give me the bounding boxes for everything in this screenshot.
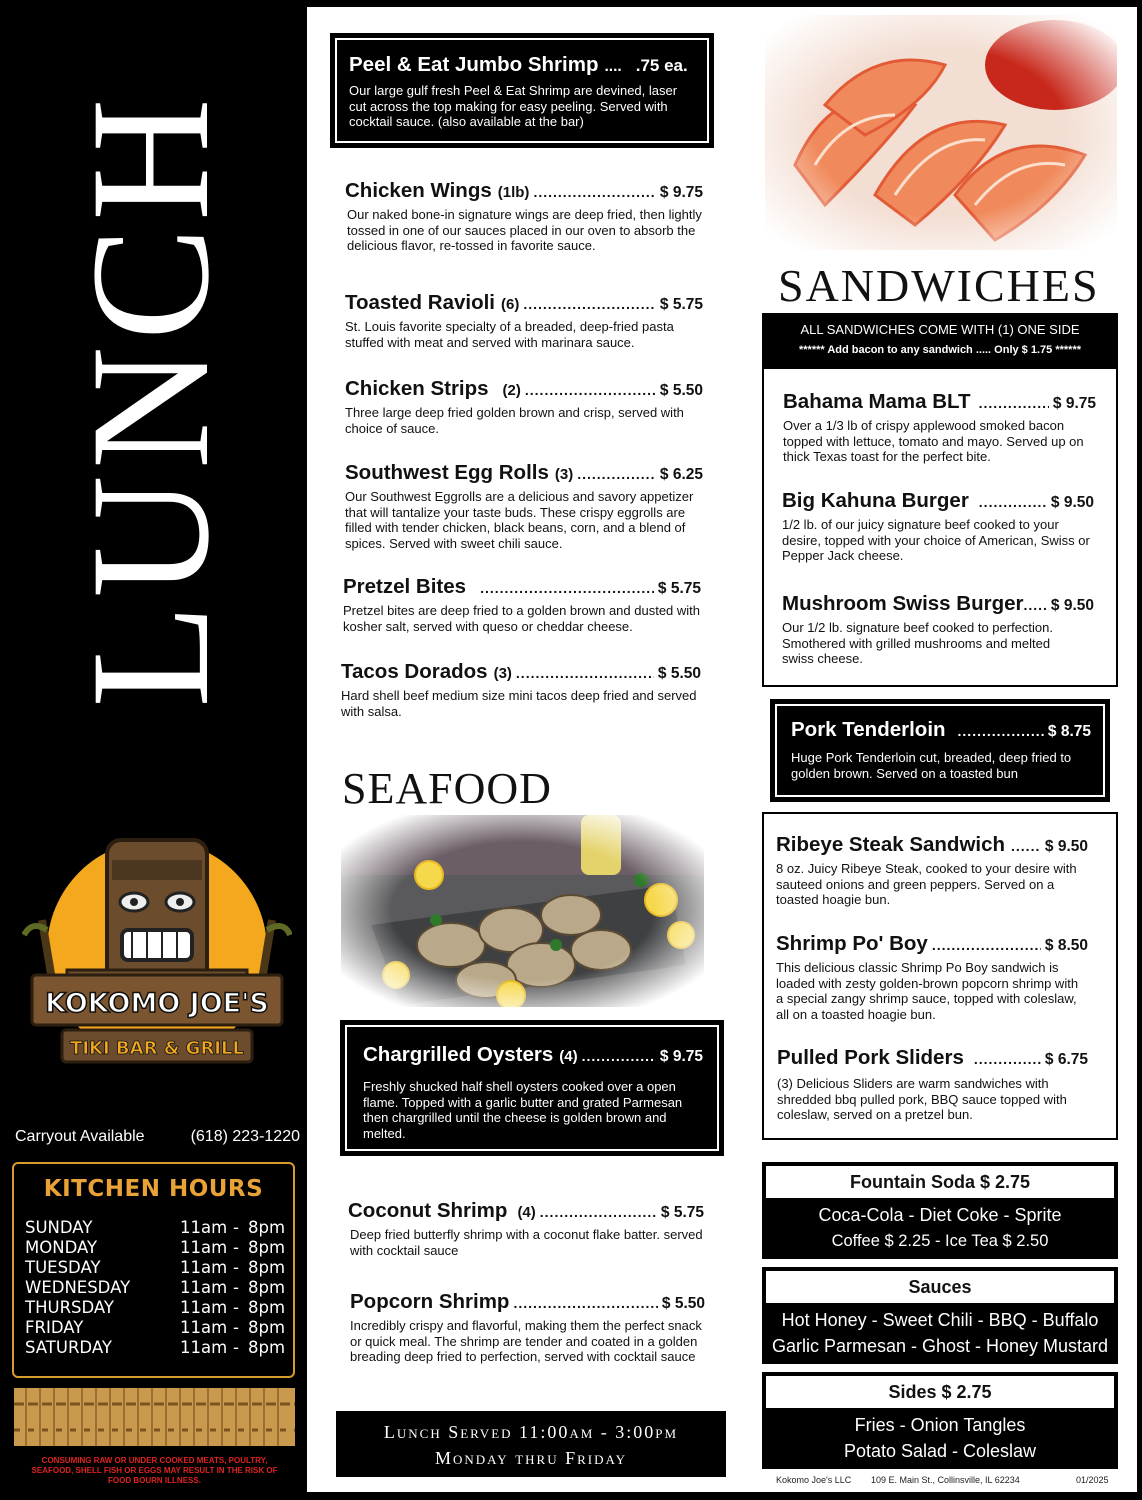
hours-close: 8pm [248,1278,286,1297]
menu-item-pulled-pork-sliders [777,1046,1088,1123]
food-warning: CONSUMING RAW OR UNDER COOKED MEATS, POULTRY, SEAFOOD, SHELL FISH OR EGGS MAY RESULT IN THE RISK OF FOOD BOURN ILLNESS. [31,1456,278,1485]
phone-number[interactable]: (618) 223-1220 [190,1128,300,1145]
hours-day: TUESDAY [25,1258,101,1277]
served-line-2: Monday thru Friday [434,1448,628,1468]
item-price: $ 6.25 [659,466,703,483]
hours-day: MONDAY [25,1238,98,1257]
item-qty: (3) [493,665,512,682]
hours-row [14,1278,293,1298]
item-name: Toasted Ravioli [345,291,495,314]
hours-open: 11am [180,1218,228,1237]
item-price: $ 8.75 [1047,723,1091,740]
item-price: $ 5.50 [661,1295,705,1312]
sauces-line-1: Hot Honey - Sweet Chili - BBQ - Buffalo [781,1310,1099,1330]
left-column [0,0,305,1500]
item-name: Bahama Mama BLT [783,390,971,413]
item-desc: Hard shell beef medium size mini tacos deep fried and served with salsa. [341,688,697,719]
seafood-title: SEAFOOD [342,764,552,813]
peel-eat-box [330,33,714,148]
hours-row [14,1238,293,1258]
hours-day: SATURDAY [25,1338,112,1357]
sides-line-1: Fries - Onion Tangles [854,1415,1026,1435]
menu-item-big-kahuna-burger [782,489,1094,564]
item-price: $ 8.50 [1044,937,1088,954]
item-name: Coconut Shrimp [348,1199,508,1222]
footer-address: 109 E. Main St., Collinsville, IL 62234 [871,1475,1020,1485]
item-dots [480,580,654,596]
menu-item-mushroom-swiss-burger [782,592,1094,667]
menu-item-popcorn-shrimp [350,1290,705,1365]
hours-sep: - [233,1318,239,1337]
item-name: Popcorn Shrimp [350,1290,510,1313]
soda-title: Fountain Soda $ 2.75 [766,1166,1114,1198]
shrimp-photo [765,15,1117,250]
sauces-line-2: Garlic Parmesan - Ghost - Honey Mustard [771,1336,1109,1356]
peel-eat-desc: Our large gulf fresh Peel & Eat Shrimp are devined, laser cut across the top making for easy peeling. Served with cocktail sauce. (also available at the bar) [349,83,678,129]
item-desc: Three large deep fried golden brown and crisp, served with choice of sauce. [345,405,684,436]
sandwiches-title: SANDWICHES [778,260,1100,311]
hours-open: 11am [180,1238,228,1257]
footer-company: Kokomo Joe's LLC [776,1475,852,1485]
hours-sep: - [233,1238,239,1257]
fountain-soda-box [762,1162,1118,1259]
item-name: Chicken Strips [345,377,489,400]
item-name: Chargrilled Oysters [363,1043,554,1066]
item-desc: (3) Delicious Sliders are warm sandwiches with shredded bbq pulled pork, BBQ sauce topped with coleslaw, served on a pretzel bun. [777,1076,1067,1122]
hours-row [14,1298,293,1318]
menu-item-chicken-wings [345,179,703,254]
menu-item-shrimp-po-boy [776,932,1088,1022]
bamboo-decoration [14,1388,295,1446]
sides-box [762,1372,1118,1469]
sauces-title: Sauces [766,1271,1114,1303]
hours-row [14,1258,293,1278]
footer-date: 01/2025 [1076,1475,1109,1485]
item-desc: Our naked bone-in signature wings are deep fried, then lightly tossed in one of our sauces placed in our oven to absorb the delicious flavor, re-tossed in favorite sauce. [347,207,702,253]
item-price: $ 5.75 [657,580,701,597]
menu-item-southwest-egg-rolls [345,461,703,551]
item-desc: Incredibly crispy and flavorful, making them the perfect snack or quick meal. The shrimp are tender and coated in a golden breading deep fried to perfection, served with cocktail sauce [350,1318,702,1364]
item-dots [516,665,654,681]
soda-line-2: Coffee $ 2.25 - Ice Tea $ 2.50 [831,1232,1049,1250]
sauces-box [762,1267,1118,1364]
soda-line-1: Coca-Cola - Diet Coke - Sprite [818,1205,1062,1225]
sides-line-2: Potato Salad - Coleslaw [843,1441,1037,1461]
menu-item-tacos-dorados [341,660,701,719]
hours-row [14,1218,293,1238]
item-dots [523,296,656,312]
oysters-inner [345,1025,719,1151]
hours-day: FRIDAY [25,1318,84,1337]
pork-tenderloin-box [770,699,1110,802]
item-price: $ 5.75 [660,1204,704,1221]
hours-open: 11am [180,1298,228,1317]
item-dots [979,494,1047,510]
item-desc: Over a 1/3 lb of crispy applewood smoked bacon topped with lettuce, tomato and mayo. Served up on thick Texas toast for the perfect bite. [783,418,1084,464]
oysters-box [340,1020,724,1156]
item-price: $ 5.75 [659,296,703,313]
item-price: $ 5.50 [657,665,701,682]
item-price: $ 9.50 [1050,494,1094,511]
item-name: Shrimp Po' Boy [776,932,928,955]
hours-sep: - [233,1338,239,1357]
logo-name: KOKOMO JOE'S [45,988,269,1019]
item-qty: (3) [554,466,574,483]
menu-item-chicken-strips [345,377,703,436]
oysters-photo [341,815,704,1007]
hours-list [14,1218,293,1358]
hours-day: THURSDAY [25,1298,115,1317]
menu-item-coconut-shrimp [348,1199,704,1258]
pork-tenderloin-inner [775,704,1105,797]
peel-eat-price: .75 ea. [635,56,688,75]
hours-open: 11am [180,1338,228,1357]
sandwich-banner [762,313,1118,368]
sandwich-banner-line-1: ALL SANDWICHES COME WITH (1) ONE SIDE [800,322,1080,337]
item-dots [582,1048,656,1064]
hours-sep: - [233,1298,239,1317]
hours-sep: - [233,1218,239,1237]
hours-row [14,1338,293,1358]
hours-close: 8pm [248,1318,286,1337]
item-dots [1024,597,1047,613]
lunch-title: LUNCH [56,92,244,708]
lunch-served-banner [336,1411,726,1477]
item-price: $ 9.75 [1052,395,1096,412]
kokomo-joes-logo [22,830,292,1070]
item-dots [958,723,1044,739]
menu-item-toasted-ravioli [345,291,703,350]
item-desc: 1/2 lb. of our juicy signature beef cooked to your desire, topped with your choice of American, Swiss or Pepper Jack cheese. [782,517,1090,563]
item-desc: This delicious classic Shrimp Po Boy sandwich is loaded with zesty golden-brown popcorn shrimp with a special zangy shrimp sauce, topped with coleslaw, all on a toasted hoagie bun. [776,960,1079,1022]
hours-day: WEDNESDAY [25,1278,131,1297]
hours-close: 8pm [248,1258,286,1277]
hours-day: SUNDAY [25,1218,93,1237]
item-price: $ 9.50 [1044,838,1088,855]
item-name: Tacos Dorados [341,660,488,683]
hours-open: 11am [180,1258,228,1277]
item-price: $ 9.75 [659,184,703,201]
item-price: $ 9.50 [1050,597,1094,614]
hours-close: 8pm [248,1218,286,1237]
carryout-label: Carryout Available [15,1128,145,1145]
item-dots [513,1295,657,1311]
peel-eat-dots: .... [604,58,622,75]
item-dots [1011,838,1041,854]
item-name: Pork Tenderloin [791,718,946,741]
item-desc: St. Louis favorite specialty of a breaded, deep-fried pasta stuffed with meat and served with marinara sauce. [345,319,674,350]
menu-item-ribeye-steak-sandwich [776,833,1088,908]
kitchen-hours-box [12,1162,295,1378]
item-dots [540,1204,657,1220]
item-qty: (4) [517,1204,536,1221]
peel-eat-name: Peel & Eat Jumbo Shrimp [349,53,599,76]
item-desc: Pretzel bites are deep fried to a golden brown and dusted with kosher salt, served with queso or cheddar cheese. [343,603,701,634]
hours-sep: - [233,1258,239,1277]
item-dots [533,184,655,200]
item-name: Chicken Wings [345,179,492,202]
item-name: Ribeye Steak Sandwich [776,833,1006,856]
item-qty: (4) [559,1048,578,1065]
menu-item-pretzel-bites [343,575,701,634]
hours-sep: - [233,1278,239,1297]
hours-close: 8pm [248,1338,286,1357]
item-dots [974,1051,1041,1067]
item-desc: 8 oz. Juicy Ribeye Steak, cooked to your desire with sauteed onions and green peppers. Served on a toasted hoagie bun. [776,861,1077,907]
item-desc: Freshly shucked half shell oysters cooked over a open flame. Topped with a garlic butter and grated Parmesan then chargrilled until the cheese is golden brown and melted. [363,1079,683,1141]
item-dots [979,395,1049,411]
hours-open: 11am [180,1318,228,1337]
hours-row [14,1318,293,1338]
item-desc: Huge Pork Tenderloin cut, breaded, deep fried to golden brown. Served on a toasted bun [791,750,1072,781]
item-price: $ 6.75 [1044,1051,1088,1068]
kitchen-hours-title: KITCHEN HOURS [43,1176,264,1202]
sandwich-banner-line-2: ****** Add bacon to any sandwich ..... Only $ 1.75 ****** [798,344,1081,356]
item-price: $ 9.75 [659,1048,703,1065]
item-name: Southwest Egg Rolls [345,461,549,484]
item-dots [525,382,656,398]
hours-close: 8pm [248,1298,286,1317]
item-qty: (6) [501,296,520,313]
item-qty: (2) [502,382,521,399]
item-name: Pulled Pork Sliders [777,1046,964,1069]
item-name: Pretzel Bites [343,575,467,598]
served-line-1: Lunch Served 11:00am - 3:00pm [383,1422,679,1442]
item-desc: Deep fried butterfly shrimp with a coconut flake batter. served with cocktail sauce [350,1227,703,1258]
peel-eat-inner [335,38,709,143]
item-desc: Our 1/2 lb. signature beef cooked to perfection. Smothered with grilled mushrooms and melted swiss cheese. [782,620,1054,666]
hours-close: 8pm [248,1238,286,1257]
item-name: Big Kahuna Burger [782,489,969,512]
item-desc: Our Southwest Eggrolls are a delicious and savory appetizer that will tantalize your taste buds. These crispy eggrolls are filled with tender chicken, black beans, corn, and a blend of spices. Served with sweet chili sauce. [345,489,694,551]
carryout-row [15,1128,300,1146]
item-qty: (1lb) [497,184,530,201]
peel-eat-head [349,53,697,77]
menu-item-bahama-mama-blt [783,390,1096,465]
sides-title: Sides $ 2.75 [766,1376,1114,1408]
hours-open: 11am [180,1278,228,1297]
logo-sub: TIKI BAR & GRILL [70,1038,244,1059]
item-dots [577,466,656,482]
item-name: Mushroom Swiss Burger [782,592,1024,615]
item-price: $ 5.50 [659,382,703,399]
item-dots [932,937,1041,953]
